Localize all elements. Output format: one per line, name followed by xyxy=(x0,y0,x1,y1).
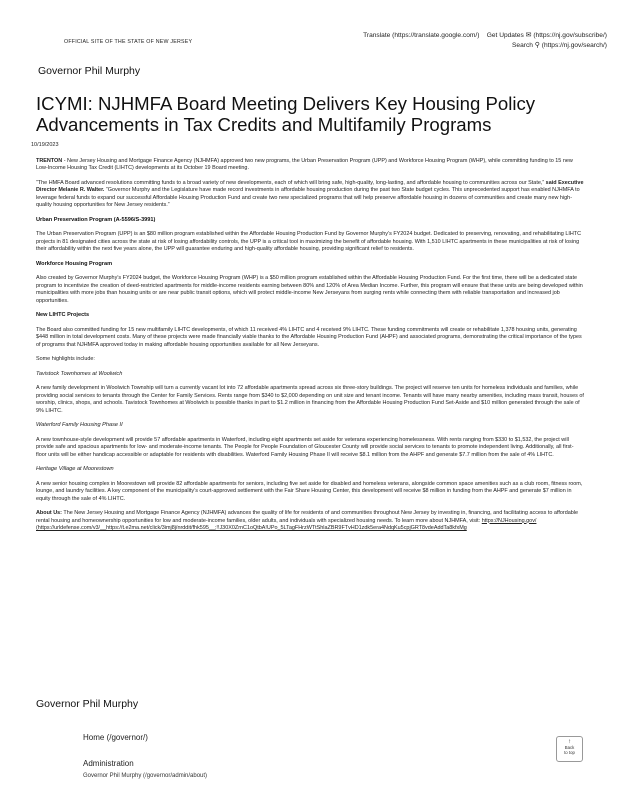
footer-admin-about-link[interactable]: Governor Phil Murphy (/governor/admin/about) xyxy=(83,773,208,779)
urldefense-link[interactable]: (https://urldefense.com/v3/__https://t.e2ma.net/click/3imj8j/nrddit/fhk595__;!!J30X0ZrnC1oQtbA!UPo_5LTagFHrzWTtShlaZBR9FTvHD1zdk5era4NdqKu5cpjGRT8vdeAddTa8kfxMg xyxy=(36,525,467,532)
section-heading-lihtc: New LIHTC Projects xyxy=(36,312,90,319)
utility-links xyxy=(363,31,607,51)
quote-paragraph: “The HMFA Board advanced resolutions committing funds to a broad variety of new developments, each of which will bring safe, high-quality, long-lasting, and affordable housing to communities across our State,” said Executive Director Melanie R. Walter. “Governor Murphy and the Legislature have made record investments in affordable housing production during the past two State budget cycles. This unprecedented support has enabled NJHMFA to leverage federal funds to expand our successful Affordable Housing Production Fund and create two new specialized programs that will help preserve affordable housing in dozens of communities and create many new high-quality housing opportunities for New Jersey residents.” xyxy=(36,180,584,209)
section-heading-upp: Urban Preservation Program (A-5596/S-3991) xyxy=(36,216,156,223)
paragraph-tavistock: A new family development in Woolwich Township will turn a currently vacant lot into 72 affordable apartments spread across six three-story buildings. The project will reserve ten units for homeless individuals and families, while providing social services to tenants through the Center for Family Services. Rents range from $340 to $2,000 depending on unit size and tenant income. Tenants will have many nearby amenities, including mass transit, houses of worship, clinics, shops, and schools. Tavistock Townhomes at Woolwich is possible thanks in part to $1.2 million in financing from the Affordable Housing Production Fund Set-Aside and $10 million generated through the sale of 9% LIHTC. xyxy=(36,385,584,414)
section-heading-whp: Workforce Housing Program xyxy=(36,260,113,267)
project-heading-heritage: Heritage Village at Moorestown xyxy=(36,466,114,473)
project-heading-tavistock: Tavistock Townhomes at Woolwich xyxy=(36,370,123,377)
paragraph-lihtc: The Board also committed funding for 15 new multifamily LIHTC developments, of which 11 received 4% LIHTC and 4 received 9% LIHTC. These funding commitments will create or rehabilitate 1,378 housing units, generating $448 million in total development costs. Many of these projects were made financially viable thanks to the Affordable Housing Production Fund (AHPF) and associated programs, demonstrating the critical importance of the types of programs that NJHMFA approved today in making affordable housing opportunities available for all New Jerseyans. xyxy=(36,326,582,348)
search-link[interactable]: Search ⚲ (https://nj.gov/search/) xyxy=(512,42,607,49)
footer-home-link[interactable]: Home (/governor/) xyxy=(83,733,148,742)
envelope-icon: ✉ xyxy=(525,32,532,39)
page-title: ICYMI: NJHMFA Board Meeting Delivers Key Housing Policy Advancements in Tax Credits and Multifamily Programs xyxy=(36,93,536,135)
about-paragraph: About Us: The New Jersey Housing and Mortgage Finance Agency (NJHMFA) advances the quality of life for residents of and communities throughout New Jersey by investing in, financing, and facilitating access to affordable rental housing and homeownership opportunities for low and moderate-income families, older adults, and individuals with specialized housing needs. To learn more about NJHMFA, visit: https://NJHousing.gov/ (https://urldefense.com/v3/__https://t.e2ma.net/click/3imj8j/nrddit/fhk595__;!!J30X0ZrnC1oQtbA!UPo_5LTagFHrzWTtShlaZBR9FTvHD1zdk5era4NdqKu5cpjGRT8vdeAddTa8kfxMg xyxy=(36,510,579,532)
intro-paragraph: TRENTON - New Jersey Housing and Mortgage Finance Agency (NJHMFA) approved two new programs, the Urban Preservation Program (UPP) and Workforce Housing Program (WHP), while committing funding to 15 new Low-Income Housing Tax Credit (LIHTC) developments at its October 19 Board meeting. xyxy=(36,158,573,172)
official-site-label: OFFICIAL SITE OF THE STATE OF NEW JERSEY xyxy=(64,39,193,45)
njhousing-link[interactable]: https://NJHousing.gov/ xyxy=(481,517,537,524)
footer-brand: Governor Phil Murphy xyxy=(36,698,139,710)
paragraph-highlights: Some highlights include: xyxy=(36,356,95,363)
article-date: 10/19/2023 xyxy=(31,142,59,148)
search-icon: ⚲ xyxy=(534,42,540,49)
translate-link[interactable]: Translate (https://translate.google.com/) xyxy=(363,32,480,39)
back-to-top-button[interactable]: ↑ Back to top xyxy=(556,736,583,762)
paragraph-waterford: A new townhouse-style development will provide 57 affordable apartments in Waterford, including eight apartments set aside for veterans experiencing homelessness. With rents ranging from $330 to $1,532, the project will provide safe and spacious apartments for low- and moderate-income tenants. The People for People Foundation of Gloucester County will provide social services to tenants to promote independent living. Additionally, all first-floor units will be either handicap accessible or adaptable for residents with disabilities. Waterford Family Housing Phase II will receive $8.1 million from the AHPF and generate $7.7 million from the sale of 4% LIHTC. xyxy=(36,436,574,458)
arrow-up-icon: ↑ xyxy=(568,739,571,745)
paragraph-heritage: A new senior housing complex in Moorestown will provide 82 affordable apartments for seniors, including five set aside for disabled and homeless veterans, alongside common space amenities such as a club room, fitness room, lounge, and laundry facilities. A key component of the municipality’s court-approved settlement with the Fair Share Housing Center, this development will receive $8 million in funding from the AHPF and generate $7 million in equity through the sale of 4% LIHTC. xyxy=(36,480,583,502)
article-body xyxy=(36,158,584,540)
project-heading-waterford: Waterford Family Housing Phase II xyxy=(36,422,123,429)
get-updates-link[interactable]: Get Updates ✉ (https://nj.gov/subscribe/) xyxy=(486,32,607,39)
paragraph-whp: Also created by Governor Murphy’s FY2024 budget, the Workforce Housing Program (WHP) is a $50 million program established within the Affordable Housing Production Fund. For the first time, there will be a dedicated state program to incentivize the creation of deed-restricted apartments for middle-income residents earning between 80% and 120% of Area Median Income. Further, this program will ensure that these units are being developed within municipalities with more jobs than housing units or are near public transit options, which will protect middle-income New Jerseyans from surging rents while connecting them with reliable transportation and increased job opportunities. xyxy=(36,275,583,304)
paragraph-upp: The Urban Preservation Program (UPP) is an $80 million program established within the Affordable Housing Production Fund by Governor Murphy’s FY2024 budget. Dedicated to preserving, renovating, and rehabilitating LIHTC projects in 81 designated cities across the state at risk of losing affordability controls, the UPP is a critical tool in maximizing the benefit of affordable housing. With 1,510 LIHTC apartments in these municipalities at risk of losing their affordability within the next five years alone, the UPP will guarantee enduring and high-quality affordable housing, providing significant relief to residents. xyxy=(36,231,582,253)
footer-administration[interactable]: Administration xyxy=(83,759,134,768)
site-brand-link[interactable]: Governor Phil Murphy xyxy=(38,65,141,77)
top-bar xyxy=(0,0,618,60)
